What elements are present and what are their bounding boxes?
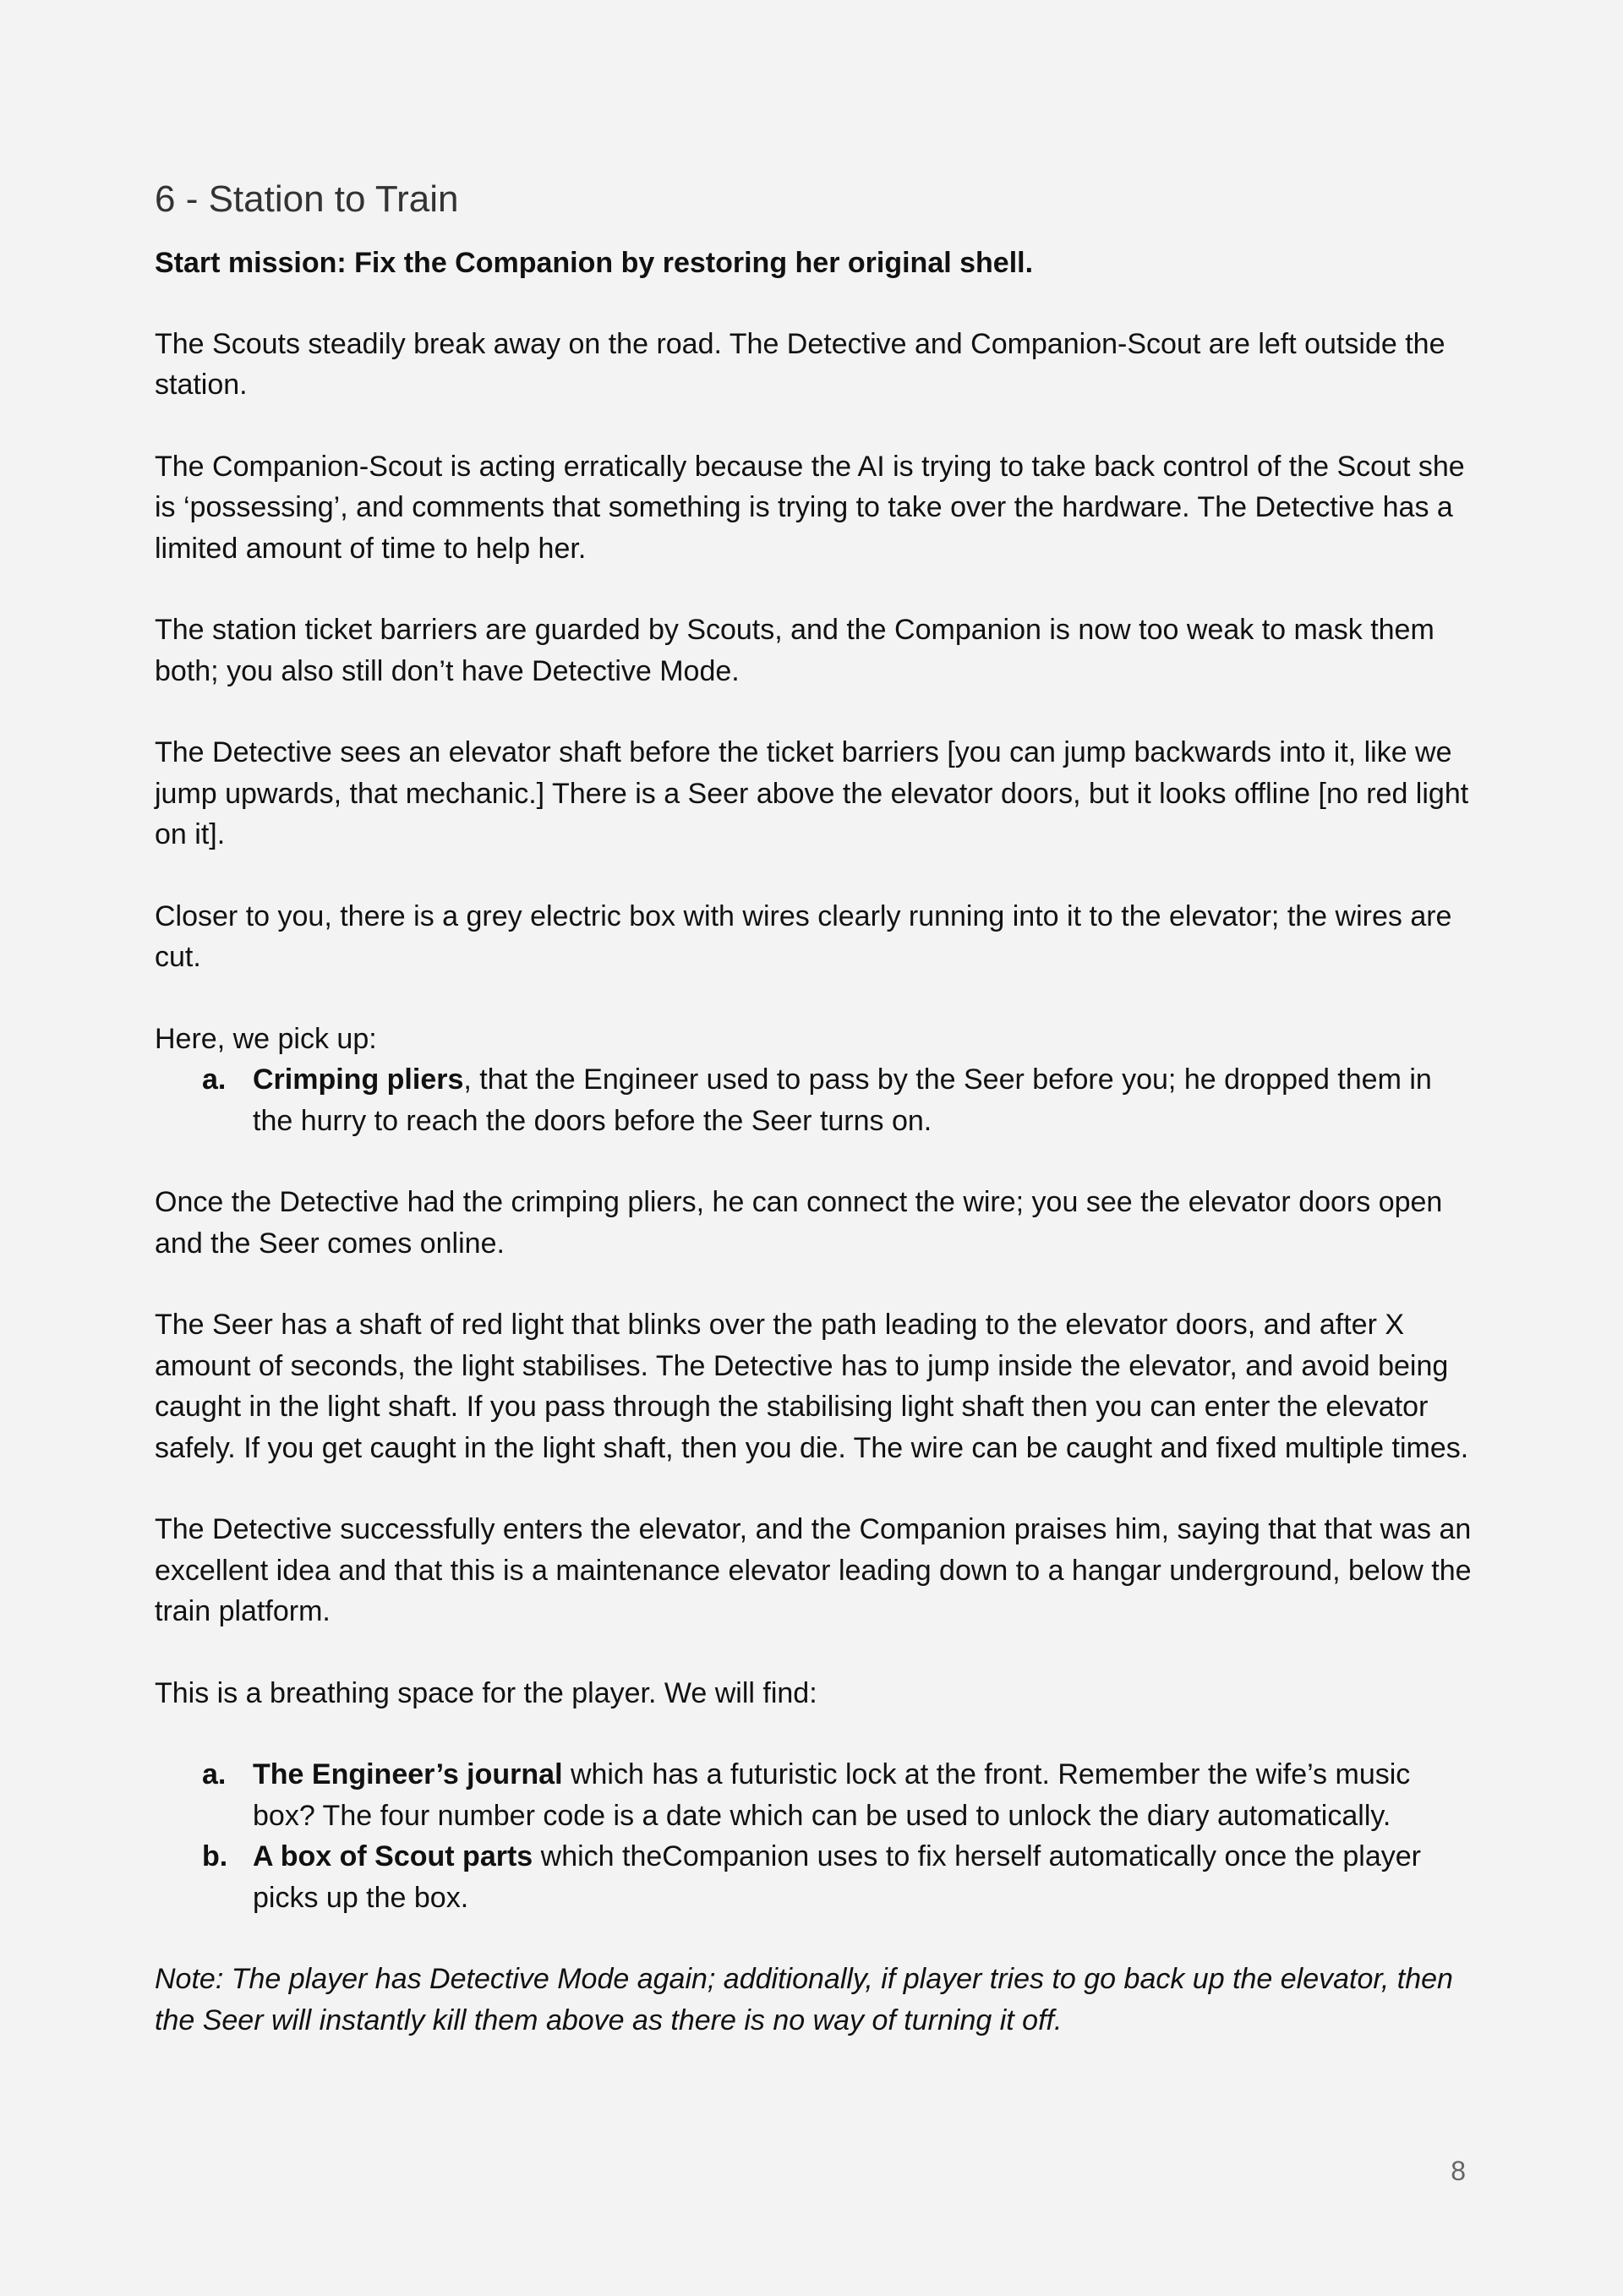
item-text: which theCompanion uses to fix herself automatically once the player picks up the box.	[253, 1840, 1421, 1914]
paragraph-companion-erratic: The Companion-Scout is acting erratically because the AI is trying to take back control of the Scout she is ‘possessing’, and comments that something is trying to take over the hardware. The Detective has a limited amount of time to help her.	[155, 450, 1465, 565]
section-heading: 6 - Station to Train	[155, 178, 459, 220]
pickup-list	[155, 1059, 1473, 1141]
paragraph-elevator-shaft: The Detective sees an elevator shaft before the ticket barriers [you can jump backwards into it, like we jump upwards, that mechanic.] There is a Seer above the elevator doors, but it looks offline [no red light on it].	[155, 736, 1469, 851]
item-title: Crimping pliers	[253, 1063, 464, 1096]
paragraph-connect-wire: Once the Detective had the crimping pliers, he can connect the wire; you see the elevator doors open and the Seer comes online.	[155, 1186, 1443, 1260]
list-item	[155, 1754, 1473, 1836]
item-text: which has a futuristic lock at the front. Remember the wife’s music box? The four number code is a date which can be used to unlock the diary automatically.	[253, 1758, 1411, 1832]
document-page	[155, 178, 1473, 2041]
item-title: The Engineer’s journal	[253, 1758, 563, 1791]
paragraph-ticket-barriers: The station ticket barriers are guarded by Scouts, and the Companion is now too weak to mask them both; you also still don’t have Detective Mode.	[155, 614, 1434, 687]
item-title: A box of Scout parts	[253, 1840, 533, 1873]
list-marker: b.	[202, 1840, 228, 1873]
paragraph-breathing-space: This is a breathing space for the player. We will find:	[155, 1676, 817, 1709]
mission-statement: Start mission: Fix the Companion by restoring her original shell.	[155, 246, 1034, 279]
list-item	[155, 1059, 1473, 1141]
paragraph-pick-up-intro: Here, we pick up:	[155, 1022, 377, 1055]
page-number: 8	[1451, 2156, 1466, 2186]
list-item	[155, 1836, 1473, 1918]
paragraph-enters-elevator: The Detective successfully enters the elevator, and the Companion praises him, saying that that was an excellent idea and that this is a maintenance elevator leading down to a hangar underground, below the train platform.	[155, 1513, 1472, 1628]
paragraph-seer-light: The Seer has a shaft of red light that blinks over the path leading to the elevator doors, and after X amount of seconds, the light stabilises. The Detective has to jump inside the elevator, and avoid being caught in the light shaft. If you pass through the stabilising light shaft then you can enter the elevator safely. If you get caught in the light shaft, then you die. The wire can be caught and fixed multiple times.	[155, 1309, 1469, 1464]
list-marker: a.	[202, 1063, 227, 1096]
findings-list	[155, 1754, 1473, 1918]
list-marker: a.	[202, 1758, 227, 1791]
note-paragraph: Note: The player has Detective Mode again; additionally, if player tries to go back up the elevator, then the Seer will instantly kill them above as there is no way of turning it off.	[155, 1963, 1453, 2036]
paragraph-scouts-break-away: The Scouts steadily break away on the road. The Detective and Companion-Scout are left outside the station.	[155, 327, 1445, 402]
paragraph-electric-box: Closer to you, there is a grey electric box with wires clearly running into it to the elevator; the wires are cut.	[155, 899, 1452, 974]
item-text: , that the Engineer used to pass by the Seer before you; he dropped them in the hurry to reach the doors before the Seer turns on.	[253, 1063, 1432, 1137]
